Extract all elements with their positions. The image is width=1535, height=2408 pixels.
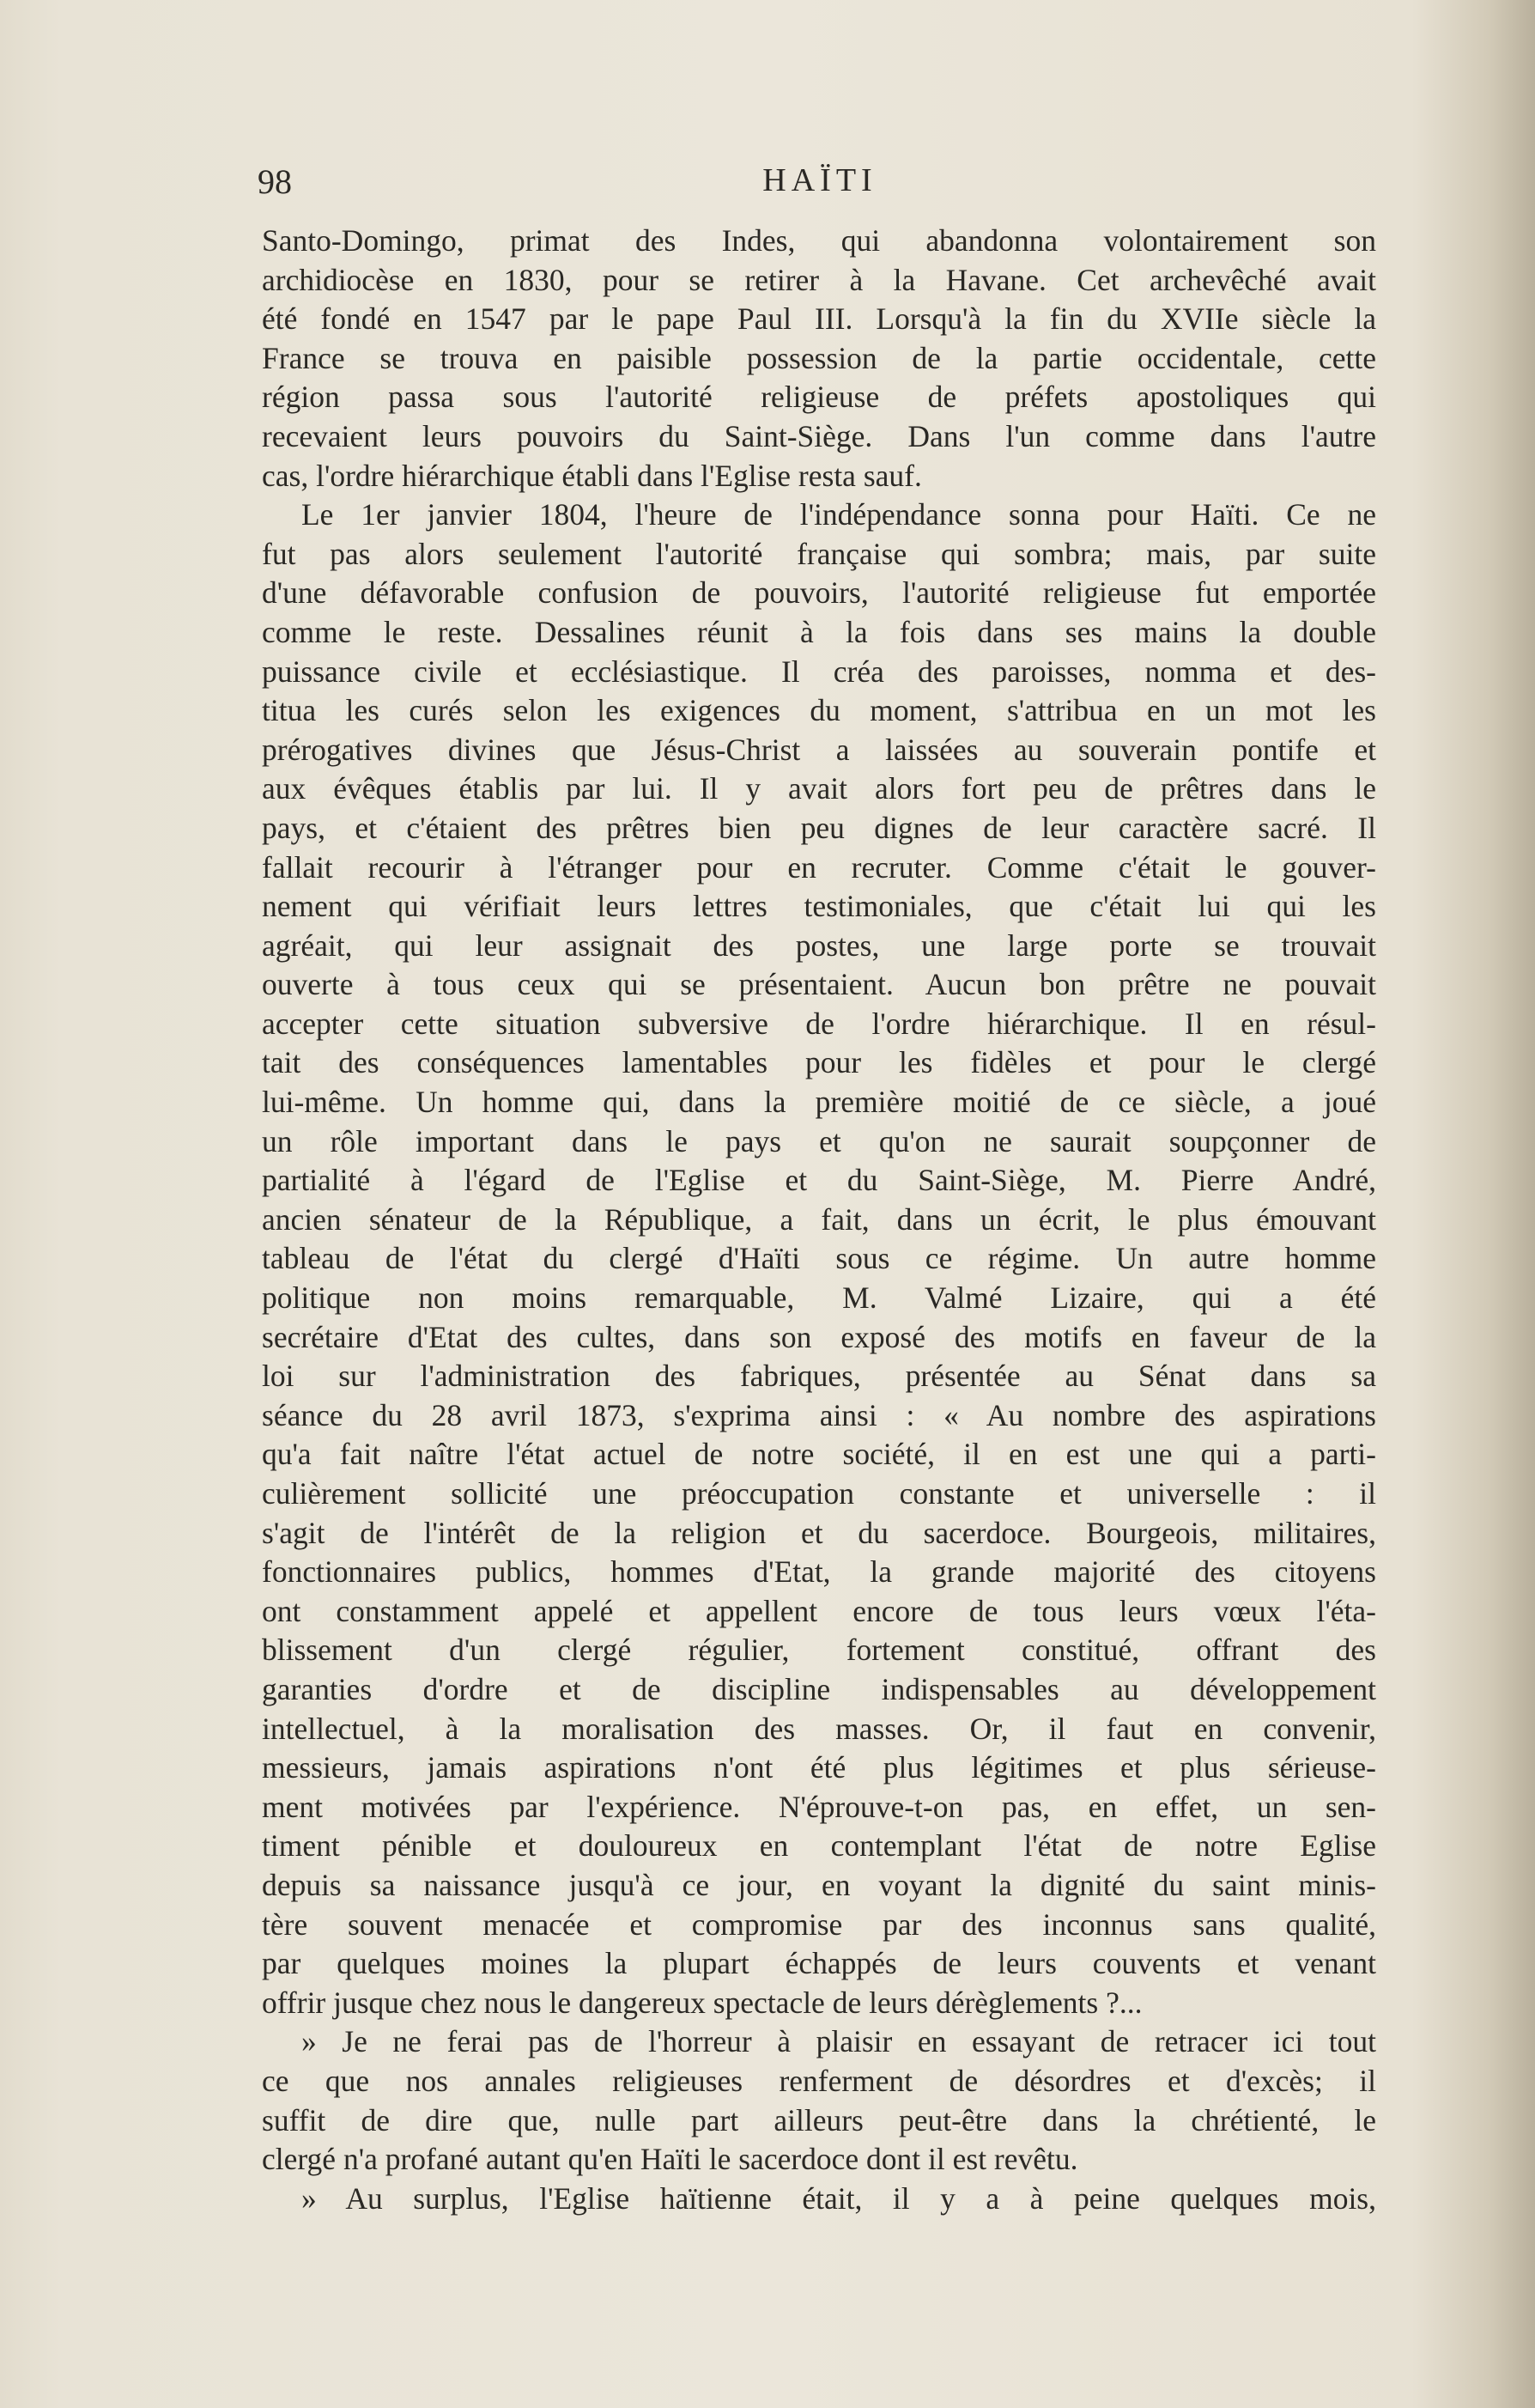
text-line: messieurs, jamais aspirations n'ont été plus légitimes et plus sérieuse- (262, 1750, 1376, 1785)
page-header (258, 161, 1382, 213)
text-line: loi sur l'administration des fabriques, présentée au Sénat dans sa (262, 1359, 1376, 1394)
text-line: nement qui vérifiait leurs lettres testimoniales, que c'était lui qui les (262, 889, 1376, 924)
text-line: fallait recourir à l'étranger pour en recruter. Comme c'était le gouver- (262, 849, 1376, 885)
text-line: recevaient leurs pouvoirs du Saint-Siège. Dans l'un comme dans l'autre (262, 418, 1376, 453)
paragraph-1 (262, 222, 1376, 496)
text-line: fut pas alors seulement l'autorité française qui sombra; mais, par suite (262, 536, 1376, 571)
text-line: s'agit de l'intérêt de la religion et du sacerdoce. Bourgeois, militaires, (262, 1515, 1376, 1550)
text-line: d'une défavorable confusion de pouvoirs, l'autorité religieuse fut emportée (262, 575, 1376, 611)
running-title: HAÏTI (762, 162, 877, 198)
text-line: puissance civile et ecclésiastique. Il créa des paroisses, nomma et des- (262, 654, 1376, 689)
text-line: qu'a fait naître l'état actuel de notre société, il en est une qui a parti- (262, 1437, 1376, 1472)
text-line: un rôle important dans le pays et qu'on ne saurait soupçonner de (262, 1123, 1376, 1158)
text-line: culièrement sollicité une préoccupation constante et universelle : il (262, 1476, 1376, 1511)
text-line: accepter cette situation subversive de l'ordre hiérarchique. Il en résul- (262, 1006, 1376, 1041)
text-line: ouverte à tous ceux qui se présentaient. Aucun bon prêtre ne pouvait (262, 967, 1376, 1002)
text-line: » Je ne ferai pas de l'horreur à plaisir en essayant de retracer ici tout (301, 2024, 1376, 2059)
text-line: suffit de dire que, nulle part ailleurs peut-être dans la chrétienté, le (262, 2102, 1376, 2137)
paragraph-2 (262, 496, 1376, 2022)
text-line: » Au surplus, l'Eglise haïtienne était, il y a à peine quelques mois, (301, 2180, 1376, 2216)
text-line: intellectuel, à la moralisation des masses. Or, il faut en convenir, (262, 1711, 1376, 1746)
text-line: partialité à l'égard de l'Eglise et du Saint-Siège, M. Pierre André, (262, 1163, 1376, 1198)
text-line: tait des conséquences lamentables pour les fidèles et pour le clergé (262, 1045, 1376, 1080)
text-line: ment motivées par l'expérience. N'éprouve-t-on pas, en effet, un sen- (262, 1789, 1376, 1824)
text-line: Santo-Domingo, primat des Indes, qui abandonna volontairement son (262, 223, 1376, 258)
paragraph-3 (262, 2022, 1376, 2179)
text-line: secrétaire d'Etat des cultes, dans son exposé des motifs en faveur de la (262, 1319, 1376, 1354)
text-line: pays, et c'étaient des prêtres bien peu dignes de leur caractère sacré. Il (262, 810, 1376, 845)
paragraph-4 (262, 2180, 1376, 2219)
text-line: France se trouva en paisible possession de la partie occidentale, cette (262, 340, 1376, 375)
text-line: titua les curés selon les exigences du moment, s'attribua en un mot les (262, 693, 1376, 728)
text-line: clergé n'a profané autant qu'en Haïti le sacerdoce dont il est revêtu. (262, 2142, 1078, 2177)
text-line: par quelques moines la plupart échappés de leurs couvents et venant (262, 1946, 1376, 1981)
text-line: ce que nos annales religieuses renferment de désordres et d'excès; il (262, 2063, 1376, 2098)
text-line: archidiocèse en 1830, pour se retirer à la Havane. Cet archevêché avait (262, 262, 1376, 297)
text-line: depuis sa naissance jusqu'à ce jour, en voyant la dignité du saint minis- (262, 1867, 1376, 1902)
text-line: région passa sous l'autorité religieuse de préfets apostoliques qui (262, 380, 1376, 415)
text-line: prérogatives divines que Jésus-Christ a laissées au souverain pontife et (262, 732, 1376, 767)
page-number: 98 (258, 162, 292, 201)
text-line: lui-même. Un homme qui, dans la première moitié de ce siècle, a joué (262, 1085, 1376, 1120)
text-line: tère souvent menacée et compromise par des inconnus sans qualité, (262, 1906, 1376, 1942)
text-line: politique non moins remarquable, M. Valmé Lizaire, qui a été (262, 1280, 1376, 1316)
text-line: aux évêques établis par lui. Il y avait alors fort peu de prêtres dans le (262, 771, 1376, 806)
text-line: séance du 28 avril 1873, s'exprima ainsi : « Au nombre des aspirations (262, 1397, 1376, 1432)
text-line: garanties d'ordre et de discipline indispensables au développement (262, 1671, 1376, 1706)
text-line: timent pénible et douloureux en contemplant l'état de notre Eglise (262, 1828, 1376, 1864)
text-line: été fondé en 1547 par le pape Paul III. Lorsqu'à la fin du XVIIe siècle la (262, 301, 1376, 337)
text-line: ancien sénateur de la République, a fait, dans un écrit, le plus émouvant (262, 1201, 1376, 1237)
text-line: agréait, qui leur assignait des postes, une large porte se trouvait (262, 927, 1376, 963)
text-line: blissement d'un clergé régulier, fortement constitué, offrant des (262, 1633, 1376, 1668)
text-line: cas, l'ordre hiérarchique établi dans l'Eglise resta sauf. (262, 458, 922, 493)
text-line: Le 1er janvier 1804, l'heure de l'indépendance sonna pour Haïti. Ce ne (301, 497, 1376, 532)
text-line: ont constamment appelé et appellent encore de tous leurs vœux l'éta- (262, 1593, 1376, 1628)
text-line: offrir jusque chez nous le dangereux spectacle de leurs dérèglements ?... (262, 1985, 1143, 2020)
text-line: fonctionnaires publics, hommes d'Etat, la grande majorité des citoyens (262, 1554, 1376, 1590)
body-text (262, 222, 1376, 2218)
text-line: tableau de l'état du clergé d'Haïti sous ce régime. Un autre homme (262, 1241, 1376, 1276)
text-line: comme le reste. Dessalines réunit à la fois dans ses mains la double (262, 614, 1376, 649)
